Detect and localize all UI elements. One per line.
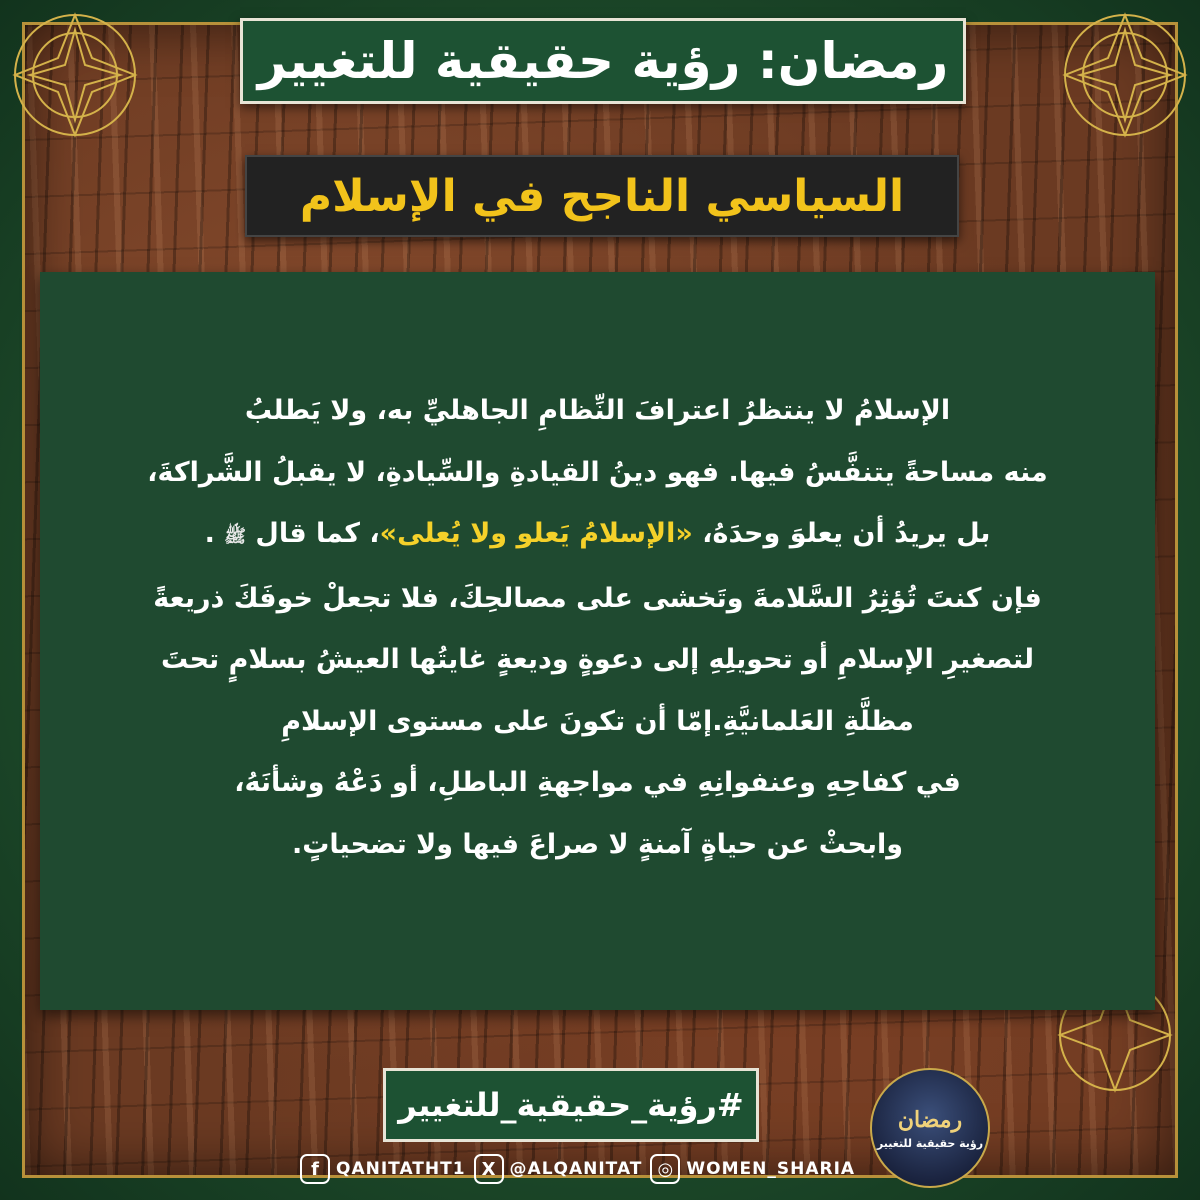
ornament-top-right-icon <box>1030 0 1200 170</box>
logo-title: رمضان <box>897 1106 963 1133</box>
campaign-logo <box>870 1068 990 1188</box>
facebook-link[interactable] <box>300 1154 466 1184</box>
ornament-top-left-icon <box>0 0 170 170</box>
highlighted-quote: «الإسلامُ يَعلو ولا يُعلى» <box>379 518 693 549</box>
facebook-icon: f <box>300 1154 330 1184</box>
content-line-start: بل يريدُ أن يعلوَ وحدَهُ، <box>702 518 991 549</box>
content-line-with-quote <box>80 503 1115 568</box>
social-links <box>300 1150 855 1188</box>
content-line: منه مساحةً يتنفَّسُ فيها. فهو دينُ القيادةِ والسِّيادةِ، لا يقبلُ الشَّراكةَ، <box>147 456 1048 488</box>
content-line: الإسلامُ لا ينتظرُ اعترافَ النِّظامِ الجاهليِّ به، ولا يَطلبُ <box>244 395 951 426</box>
x-handle: @ALQANITAT <box>509 1159 643 1179</box>
content-line: في كفاحِهِ وعنفوانِهِ في مواجهةِ الباطلِ، أو دَعْهُ وشأنَهُ، <box>234 767 961 798</box>
instagram-link[interactable] <box>650 1154 855 1184</box>
page-subtitle: السياسي الناجح في الإسلام <box>299 170 905 222</box>
content-line: فإن كنتَ تُؤثِرُ السَّلامةَ وتَخشى على مصالحِكَ، فلا تجعلْ خوفَكَ ذريعةً <box>153 582 1042 614</box>
x-link[interactable] <box>474 1154 643 1184</box>
pbuh-glyph: ﷺ <box>224 526 246 547</box>
content-body <box>80 380 1115 875</box>
instagram-handle: WOMEN_SHARIA <box>686 1159 856 1179</box>
hashtag-banner <box>383 1068 759 1142</box>
subtitle-banner <box>245 155 959 237</box>
instagram-icon: ◎ <box>650 1154 680 1184</box>
page-title: رمضان: رؤية حقيقية للتغيير <box>257 32 949 90</box>
content-line-tail: . <box>204 518 215 549</box>
content-line: مظلَّةِ العَلمانيَّةِ.إمّا أن تكونَ على مستوى الإسلامِ <box>281 705 914 737</box>
hashtag: #رؤية_حقيقية_للتغيير <box>398 1086 744 1124</box>
content-panel <box>40 272 1155 1010</box>
content-line-end: ، كما قال <box>255 518 380 549</box>
content-line: وابحثْ عن حياةٍ آمنةٍ لا صراعَ فيها ولا تضحياتٍ. <box>291 828 904 860</box>
content-line: لتصغيرِ الإسلامِ أو تحويلِهِ إلى دعوةٍ وديعةٍ غايتُها العيشُ بسلامٍ تحتَ <box>161 644 1034 675</box>
x-icon: X <box>474 1154 504 1184</box>
logo-subtitle: رؤية حقيقية للتغيير <box>876 1136 984 1150</box>
facebook-handle: QANITATHT1 <box>336 1159 466 1179</box>
page-title-banner <box>240 18 966 104</box>
